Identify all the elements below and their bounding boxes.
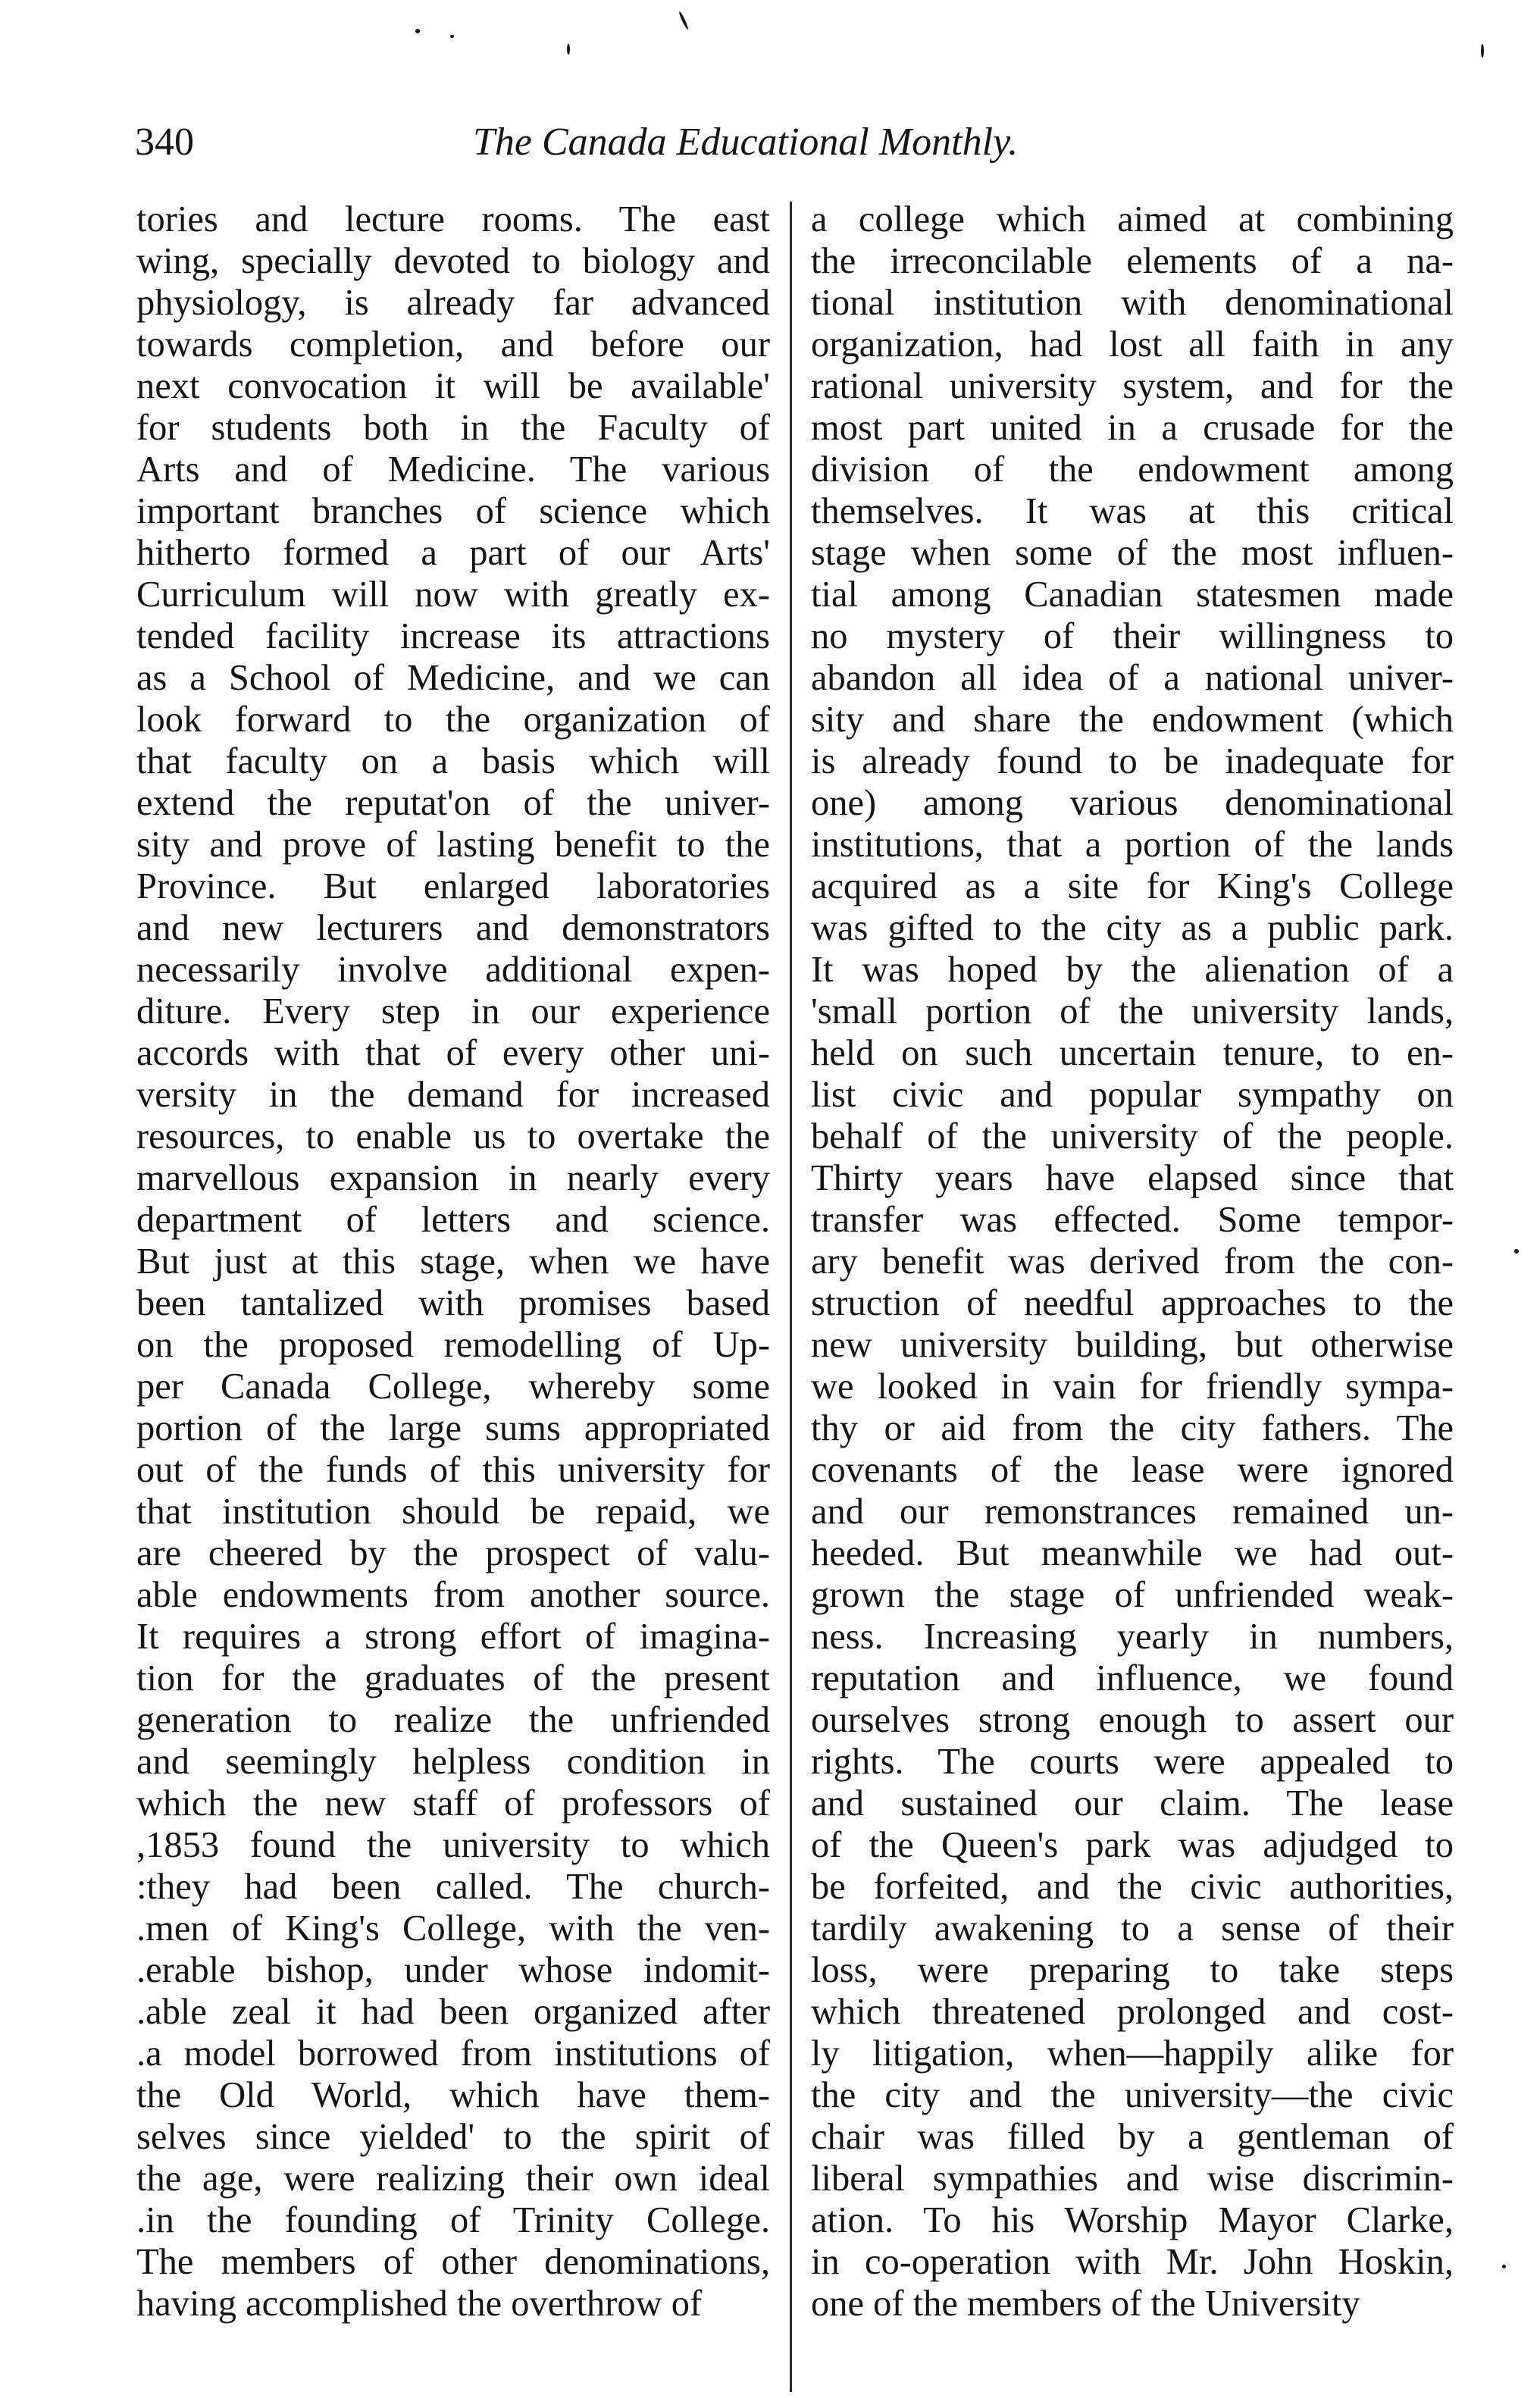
text-line: per Canada College, whereby some (136, 1366, 770, 1407)
text-line: and seemingly helpless condition in (136, 1742, 770, 1782)
text-line: division of the endowment among (811, 449, 1454, 490)
text-line: .erable bishop, under whose indomit- (136, 1950, 770, 1990)
text-line: towards completion, and before our (136, 324, 770, 365)
text-line: physiology, is already far advanced (136, 283, 770, 323)
text-line: .able zeal it had been organized after (136, 1992, 770, 2032)
text-line: necessarily involve additional expen- (136, 950, 770, 990)
text-line: tional institution with denominational (811, 283, 1454, 323)
text-line: the age, were realizing their own ideal (136, 2159, 770, 2199)
text-line: struction of needful approaches to the (811, 1283, 1454, 1323)
text-line: tories and lecture rooms. The east (136, 199, 770, 239)
text-line: heeded. But meanwhile we had out- (811, 1533, 1454, 1573)
text-line: most part united in a crusade for the (811, 408, 1454, 448)
text-line: was gifted to the city as a public park. (811, 908, 1454, 948)
text-line: Province. But enlarged laboratories (136, 866, 770, 906)
text-line: abandon all idea of a national univer- (811, 658, 1454, 698)
text-line: :they had been called. The church- (136, 1867, 770, 1907)
scan-speck (415, 29, 420, 33)
text-line: having accomplished the overthrow of (136, 2284, 703, 2324)
text-line: for students both in the Faculty of (136, 408, 770, 448)
text-line: are cheered by the prospect of valu- (136, 1533, 770, 1573)
text-line: institutions, that a portion of the lands (811, 825, 1454, 865)
text-line: ly litigation, when—happily alike for (811, 2033, 1454, 2074)
text-line: tion for the graduates of the present (136, 1658, 770, 1698)
text-line: liberal sympathies and wise discrimin- (811, 2159, 1454, 2199)
text-line: portion of the large sums appropriated (136, 1408, 770, 1448)
text-line: chair was filled by a gentleman of (811, 2117, 1454, 2157)
text-line: list civic and popular sympathy on (811, 1075, 1454, 1115)
text-line: But just at this stage, when we have (136, 1241, 770, 1282)
text-line: tardily awakening to a sense of their (811, 1908, 1454, 1949)
left-column (136, 199, 770, 2324)
scan-speck (450, 35, 454, 38)
text-line: ourselves strong enough to assert our (811, 1700, 1454, 1740)
text-line: look forward to the organization of (136, 700, 770, 740)
text-line: tial among Canadian statesmen made (811, 574, 1454, 615)
text-line: 'small portion of the university lands, (811, 991, 1454, 1032)
text-line: that faculty on a basis which will (136, 741, 770, 781)
text-line: generation to realize the unfriended (136, 1700, 770, 1740)
text-line: as a School of Medicine, and we can (136, 658, 770, 698)
text-line: in co-operation with Mr. John Hoskin, (811, 2242, 1454, 2282)
text-line: and sustained our claim. The lease (811, 1783, 1454, 1824)
text-line: .in the founding of Trinity College. (136, 2200, 770, 2240)
text-line: held on such uncertain tenure, to en- (811, 1033, 1454, 1073)
text-line: stage when some of the most influen- (811, 533, 1454, 573)
text-line: which the new staff of professors of (136, 1783, 770, 1824)
text-line: reputation and influence, we found (811, 1658, 1454, 1698)
text-line: Curriculum will now with greatly ex- (136, 574, 770, 615)
text-line: the city and the university—the civic (811, 2075, 1454, 2115)
text-line: ation. To his Worship Mayor Clarke, (811, 2200, 1454, 2240)
page-header (135, 112, 1181, 173)
text-line: resources, to enable us to overtake the (136, 1116, 770, 1157)
text-line: no mystery of their willingness to (811, 616, 1454, 656)
text-line: It was hoped by the alienation of a (811, 950, 1454, 990)
text-line: rational university system, and for the (811, 366, 1454, 406)
text-line: sity and share the endowment (which (811, 700, 1454, 740)
text-line: thy or aid from the city fathers. The (811, 1408, 1454, 1448)
scan-speck (1514, 1249, 1519, 1254)
text-line: able endowments from another source. (136, 1575, 770, 1615)
text-line: hitherto formed a part of our Arts' (136, 533, 770, 573)
text-line: covenants of the lease were ignored (811, 1450, 1454, 1490)
text-line: It requires a strong effort of imagina- (136, 1617, 770, 1657)
text-line: .men of King's College, with the ven- (136, 1908, 770, 1949)
text-line: marvellous expansion in nearly every (136, 1158, 770, 1198)
scan-speck (678, 11, 690, 30)
text-line: the Old World, which have them- (136, 2075, 770, 2115)
text-line: Thirty years have elapsed since that (811, 1158, 1454, 1198)
text-line: Arts and of Medicine. The various (136, 449, 770, 490)
running-title: The Canada Educational Monthly. (473, 121, 1019, 164)
column-divider (790, 202, 792, 2392)
text-line: selves since yielded' to the spirit of (136, 2117, 770, 2157)
text-line: be forfeited, and the civic authorities, (811, 1867, 1454, 1907)
text-line: tended facility increase its attractions (136, 616, 770, 656)
page-number: 340 (135, 121, 194, 164)
scan-speck (567, 44, 570, 55)
text-line: is already found to be inadequate for (811, 741, 1454, 781)
text-line: acquired as a site for King's College (811, 866, 1454, 906)
scan-speck (1502, 2265, 1506, 2268)
text-line: a college which aimed at combining (811, 199, 1454, 239)
text-line: on the proposed remodelling of Up- (136, 1325, 770, 1365)
text-line: the irreconcilable elements of a na- (811, 241, 1454, 281)
text-line: ary benefit was derived from the con- (811, 1241, 1454, 1282)
text-line: and our remonstrances remained un- (811, 1492, 1454, 1532)
text-line: out of the funds of this university for (136, 1450, 770, 1490)
text-line: important branches of science which (136, 491, 770, 531)
text-line: new university building, but otherwise (811, 1325, 1454, 1365)
text-line: one) among various denominational (811, 783, 1454, 823)
text-line: loss, were preparing to take steps (811, 1950, 1454, 1990)
text-line: ness. Increasing yearly in numbers, (811, 1617, 1454, 1657)
text-line: which threatened prolonged and cost- (811, 1992, 1454, 2032)
text-line: behalf of the university of the people. (811, 1116, 1454, 1157)
text-line: of the Queen's park was adjudged to (811, 1825, 1454, 1865)
text-line: grown the stage of unfriended weak- (811, 1575, 1454, 1615)
text-line: organization, had lost all faith in any (811, 324, 1454, 365)
text-line: sity and prove of lasting benefit to the (136, 825, 770, 865)
text-line: one of the members of the University (811, 2284, 1360, 2324)
text-line: we looked in vain for friendly sympa- (811, 1366, 1454, 1407)
scan-speck (1481, 44, 1484, 58)
text-line: .a model borrowed from institutions of (136, 2033, 770, 2074)
text-line: that institution should be repaid, we (136, 1492, 770, 1532)
text-line: wing, specially devoted to biology and (136, 241, 770, 281)
text-line: rights. The courts were appealed to (811, 1742, 1454, 1782)
text-line: transfer was effected. Some tempor- (811, 1200, 1454, 1240)
text-line: themselves. It was at this critical (811, 491, 1454, 531)
text-line: been tantalized with promises based (136, 1283, 770, 1323)
text-line: accords with that of every other uni- (136, 1033, 770, 1073)
text-line: versity in the demand for increased (136, 1075, 770, 1115)
text-line: extend the reputat'on of the univer- (136, 783, 770, 823)
right-column (811, 199, 1454, 2324)
text-line: diture. Every step in our experience (136, 991, 770, 1032)
text-line: and new lecturers and demonstrators (136, 908, 770, 948)
text-line: The members of other denominations, (136, 2242, 770, 2282)
text-line: ,1853 found the university to which (136, 1825, 770, 1865)
text-line: next convocation it will be available' (136, 366, 770, 406)
text-line: department of letters and science. (136, 1200, 770, 1240)
